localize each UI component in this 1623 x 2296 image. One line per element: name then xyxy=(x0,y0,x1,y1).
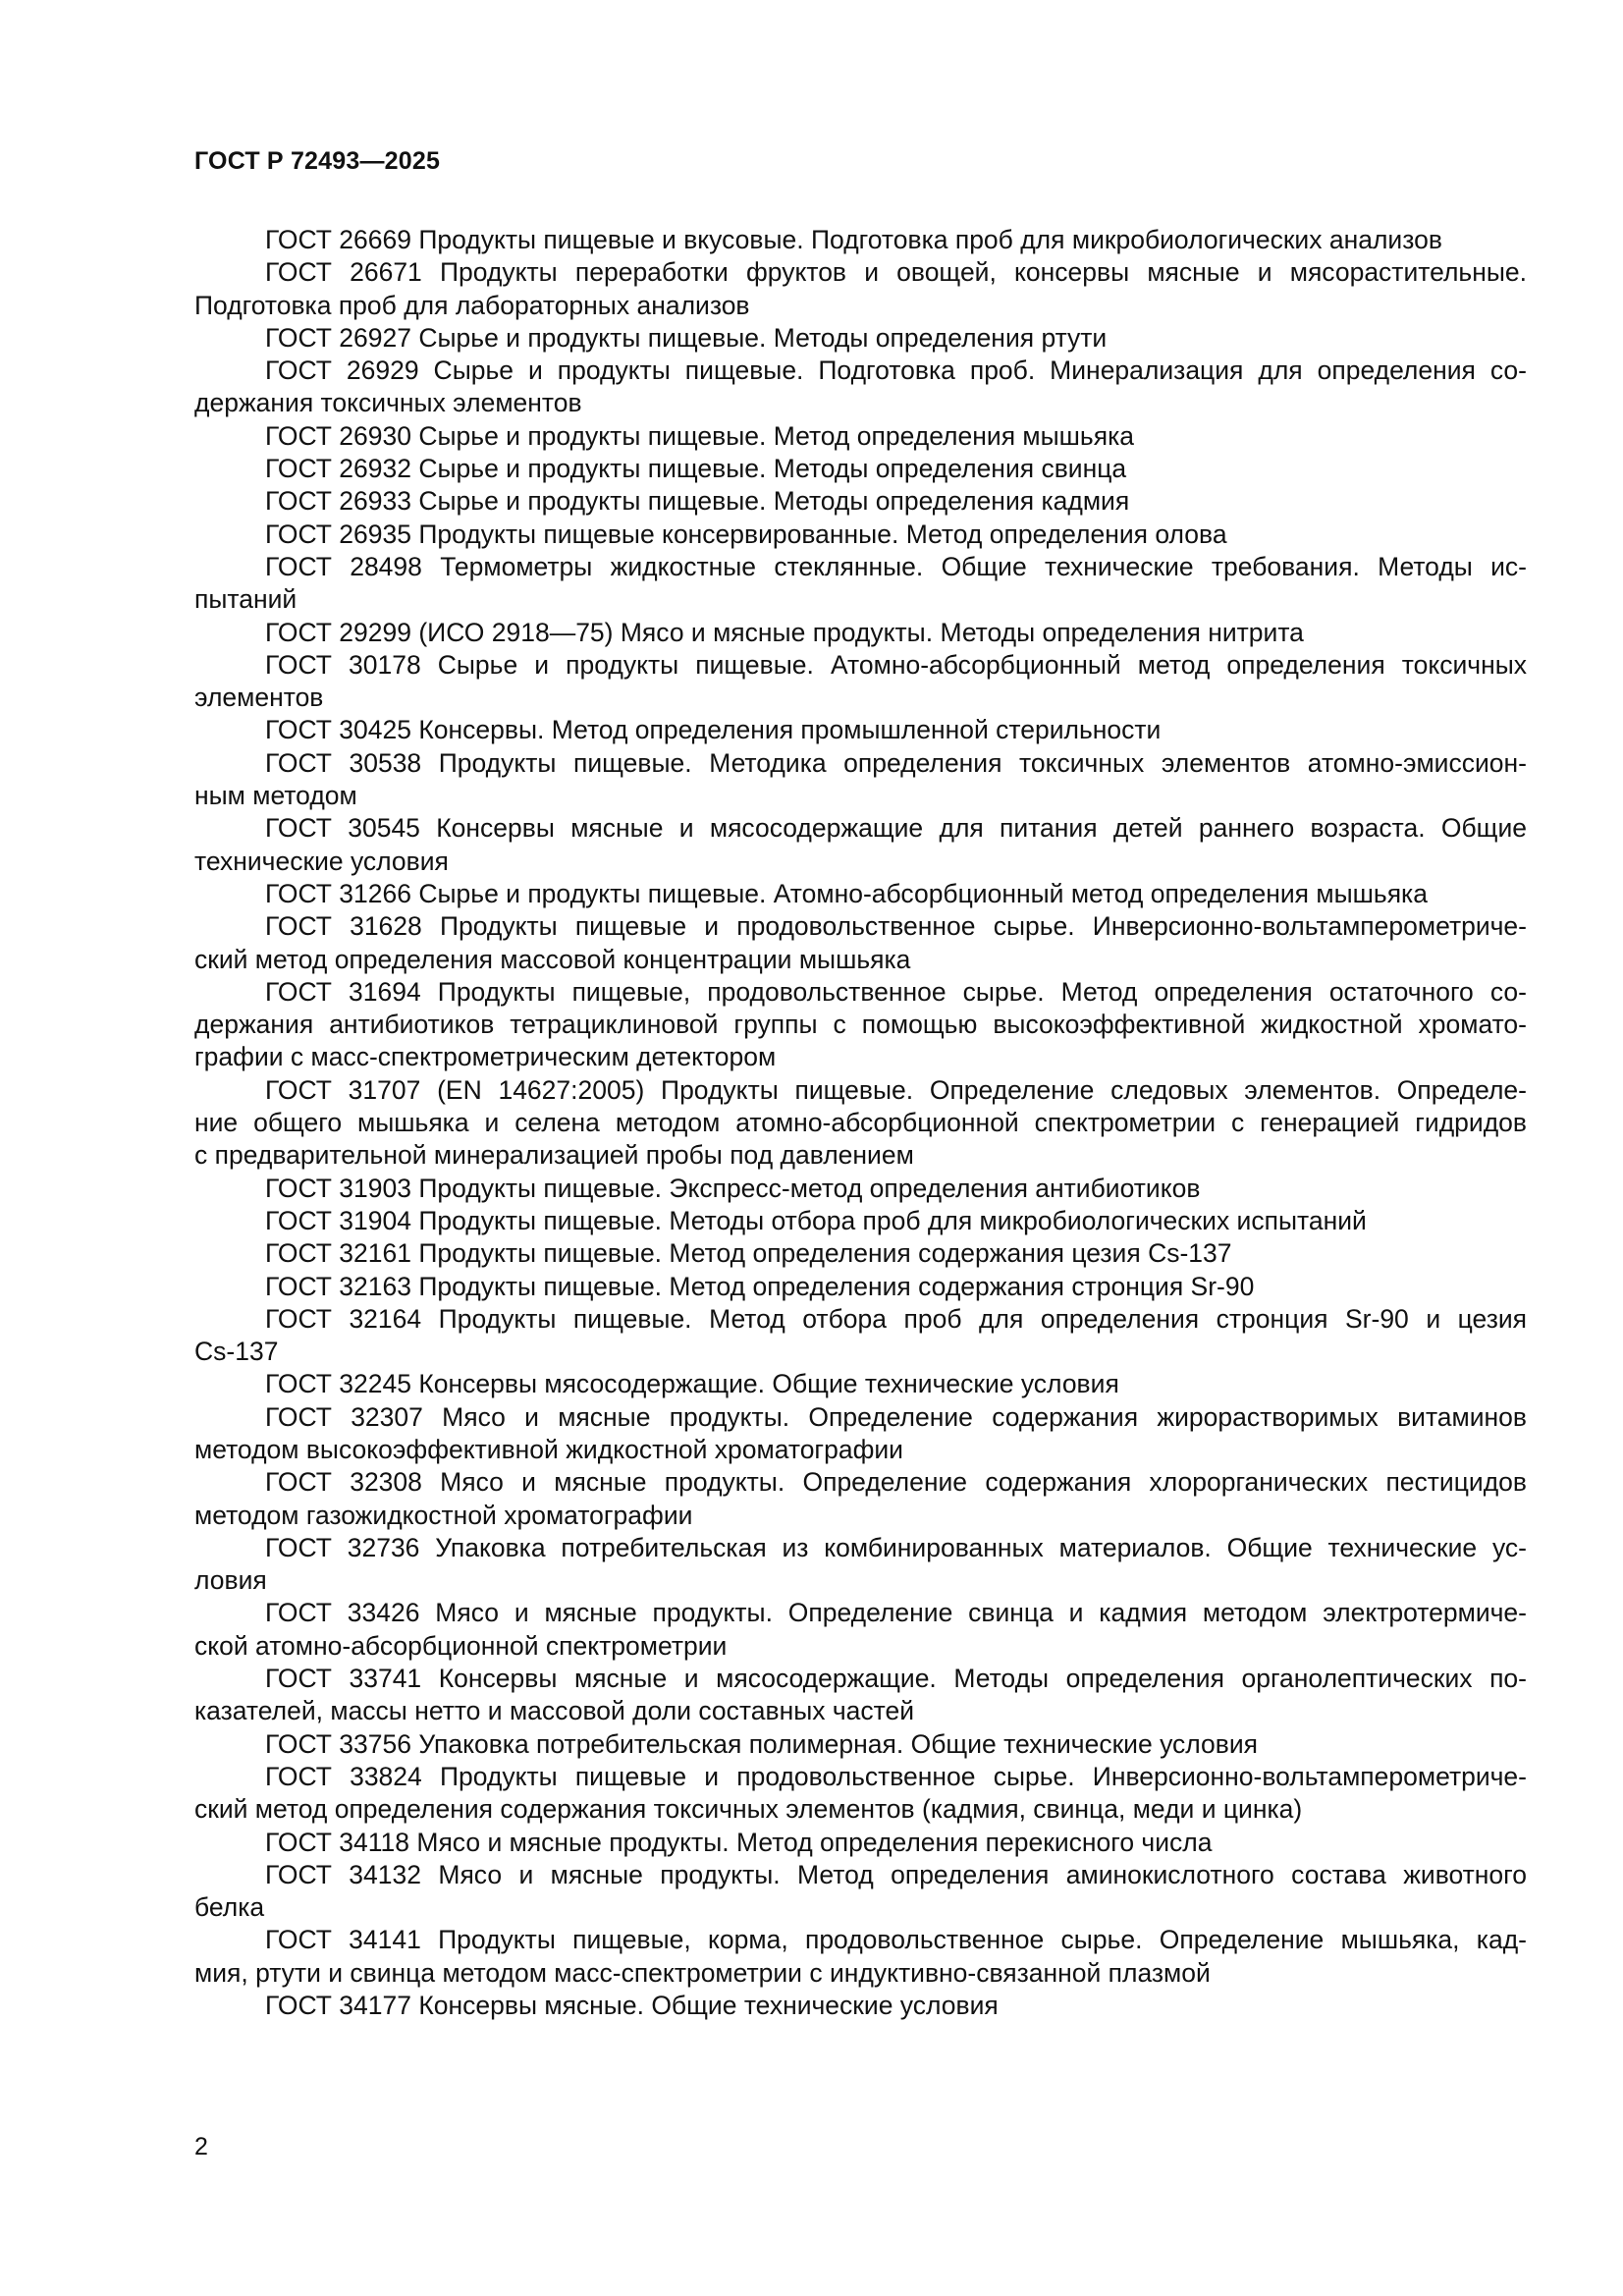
reference-item xyxy=(194,1859,1527,1925)
reference-line: пытаний xyxy=(194,584,298,615)
reference-line: мия, ртути и свинца методом масс-спектрометрии с индуктивно-связанной плазмой xyxy=(194,1957,1211,1988)
reference-line: Cs-137 xyxy=(194,1337,279,1367)
reference-item xyxy=(194,1466,1527,1532)
reference-line: с предварительной минерализацией пробы под давлением xyxy=(194,1140,914,1171)
reference-item xyxy=(194,649,1527,715)
reference-item xyxy=(194,551,1527,617)
reference-line: ГОСТ 26935 Продукты пищевые консервированные. Метод определения олова xyxy=(265,519,1227,549)
reference-line: ГОСТ 26933 Сырье и продукты пищевые. Методы определения кадмия xyxy=(265,486,1130,517)
reference-line: методом газожидкостной хроматографии xyxy=(194,1500,693,1530)
reference-line: ГОСТ 31266 Сырье и продукты пищевые. Атомно-абсорбционный метод определения мышьяка xyxy=(265,878,1428,908)
reference-line: ГОСТ 31707 (EN 14627:2005) Продукты пищевые. Определение следовых элементов. Определе- xyxy=(265,1074,1527,1105)
reference-line: белка xyxy=(194,1892,265,1923)
document-header: ГОСТ Р 72493—2025 xyxy=(194,147,441,175)
reference-line: ГОСТ 26671 Продукты переработки фруктов и овощей, консервы мясные и мясорастительные. xyxy=(265,257,1527,288)
reference-line: ГОСТ 34132 Мясо и мясные продукты. Метод определения аминокислотного состава животного xyxy=(265,1859,1527,1889)
reference-list xyxy=(194,224,1527,2022)
reference-item xyxy=(194,1924,1527,1990)
reference-item xyxy=(194,878,1527,910)
reference-line: ГОСТ 30545 Консервы мясные и мясосодержащие для питания детей раннего возраста. Общие xyxy=(265,813,1527,844)
reference-item xyxy=(194,1728,1527,1761)
reference-item xyxy=(194,1401,1527,1467)
reference-item xyxy=(194,1271,1527,1303)
reference-item xyxy=(194,1368,1527,1400)
reference-line: ГОСТ 31694 Продукты пищевые, продовольственное сырье. Метод определения остаточного со- xyxy=(265,976,1527,1007)
reference-line: держания токсичных элементов xyxy=(194,388,582,418)
reference-item xyxy=(194,355,1527,420)
reference-line: ГОСТ 32163 Продукты пищевые. Метод определения содержания стронция Sr-90 xyxy=(265,1271,1255,1301)
reference-line: ГОСТ 26927 Сырье и продукты пищевые. Методы определения ртути xyxy=(265,322,1108,353)
reference-item xyxy=(194,1663,1527,1728)
reference-line: ГОСТ 30538 Продукты пищевые. Методика определения токсичных элементов атомно-эмиссион- xyxy=(265,747,1527,778)
reference-line: ГОСТ 34118 Мясо и мясные продукты. Метод определения перекисного числа xyxy=(265,1827,1213,1857)
reference-line: ГОСТ 34141 Продукты пищевые, корма, продовольственное сырье. Определение мышьяка, кад- xyxy=(265,1925,1527,1955)
reference-line: ние общего мышьяка и селена методом атомно-абсорбционной спектрометрии с генерацией гидридов xyxy=(194,1108,1527,1138)
reference-item xyxy=(194,976,1527,1074)
reference-line: ГОСТ 32307 Мясо и мясные продукты. Определение содержания жирорастворимых витаминов xyxy=(265,1401,1527,1432)
reference-item xyxy=(194,617,1527,649)
reference-line: ГОСТ 32164 Продукты пищевые. Метод отбора проб для определения стронция Sr-90 и цезия xyxy=(265,1303,1527,1334)
reference-item xyxy=(194,1597,1527,1663)
reference-line: ГОСТ 32161 Продукты пищевые. Метод определения содержания цезия Cs-137 xyxy=(265,1238,1232,1269)
reference-line: графии с масс-спектрометрическим детектором xyxy=(194,1042,777,1072)
reference-line: ГОСТ 26930 Сырье и продукты пищевые. Метод определения мышьяка xyxy=(265,420,1135,451)
reference-item xyxy=(194,714,1527,746)
reference-line: ГОСТ 31903 Продукты пищевые. Экспресс-метод определения антибиотиков xyxy=(265,1173,1201,1203)
reference-item xyxy=(194,1074,1527,1173)
reference-item xyxy=(194,747,1527,813)
reference-line: ГОСТ 29299 (ИСО 2918—75) Мясо и мясные продукты. Методы определения нитрита xyxy=(265,617,1304,647)
reference-line: методом высокоэффективной жидкостной хроматографии xyxy=(194,1434,903,1464)
reference-line: ГОСТ 33756 Упаковка потребительская полимерная. Общие технические условия xyxy=(265,1728,1259,1759)
reference-item xyxy=(194,519,1527,551)
reference-line: Подготовка проб для лабораторных анализов xyxy=(194,290,750,320)
reference-line: казателей, массы нетто и массовой доли составных частей xyxy=(194,1696,915,1726)
reference-line: ГОСТ 32308 Мясо и мясные продукты. Определение содержания хлорорганических пестицидов xyxy=(265,1467,1527,1498)
reference-line: ГОСТ 32245 Консервы мясосодержащие. Общие технические условия xyxy=(265,1369,1119,1399)
reference-line: ГОСТ 28498 Термометры жидкостные стеклянные. Общие технические требования. Методы ис- xyxy=(265,551,1527,581)
reference-item xyxy=(194,812,1527,878)
reference-line: ГОСТ 31628 Продукты пищевые и продовольственное сырье. Инверсионно-вольтамперометриче- xyxy=(265,911,1527,942)
reference-line: держания антибиотиков тетрациклиновой группы с помощью высокоэффективной жидкостной хромато- xyxy=(194,1010,1527,1040)
reference-line: ным методом xyxy=(194,781,357,811)
reference-line: элементов xyxy=(194,683,324,713)
reference-line: ГОСТ 34177 Консервы мясные. Общие технические условия xyxy=(265,1991,999,2021)
page-number: 2 xyxy=(194,2133,208,2160)
reference-line: ГОСТ 33741 Консервы мясные и мясосодержащие. Методы определения органолептических по- xyxy=(265,1664,1527,1694)
reference-line: ловия xyxy=(194,1565,267,1596)
reference-line: ГОСТ 33426 Мясо и мясные продукты. Определение свинца и кадмия методом электротермиче- xyxy=(265,1598,1527,1628)
reference-item xyxy=(194,1990,1527,2022)
reference-line: ГОСТ 30178 Сырье и продукты пищевые. Атомно-абсорбционный метод определения токсичных xyxy=(265,649,1527,680)
reference-line: ской атомно-абсорбционной спектрометрии xyxy=(194,1630,728,1661)
reference-item xyxy=(194,1237,1527,1270)
reference-line: ГОСТ 30425 Консервы. Метод определения промышленной стерильности xyxy=(265,715,1162,745)
reference-line: технические условия xyxy=(194,846,449,876)
reference-line: ГОСТ 26669 Продукты пищевые и вкусовые. Подготовка проб для микробиологических анализов xyxy=(265,225,1442,254)
reference-item xyxy=(194,224,1527,256)
reference-item xyxy=(194,1173,1527,1205)
reference-item xyxy=(194,1827,1527,1859)
reference-line: ский метод определения содержания токсичных элементов (кадмия, свинца, меди и цинка) xyxy=(194,1794,1303,1825)
reference-item xyxy=(194,1532,1527,1598)
reference-item xyxy=(194,910,1527,976)
reference-item xyxy=(194,453,1527,485)
reference-item xyxy=(194,1205,1527,1237)
reference-item xyxy=(194,322,1527,355)
reference-item xyxy=(194,1761,1527,1827)
reference-item xyxy=(194,256,1527,322)
reference-line: ГОСТ 26929 Сырье и продукты пищевые. Подготовка проб. Минерализация для определения со- xyxy=(265,355,1527,386)
reference-line: ГОСТ 32736 Упаковка потребительская из комбинированных материалов. Общие технические ус- xyxy=(265,1532,1527,1562)
reference-line: ГОСТ 26932 Сырье и продукты пищевые. Методы определения свинца xyxy=(265,454,1127,484)
reference-item xyxy=(194,1303,1527,1369)
reference-item xyxy=(194,485,1527,518)
reference-line: ГОСТ 31904 Продукты пищевые. Методы отбора проб для микробиологических испытаний xyxy=(265,1205,1367,1235)
reference-line: ский метод определения массовой концентрации мышьяка xyxy=(194,944,911,974)
reference-item xyxy=(194,420,1527,453)
reference-line: ГОСТ 33824 Продукты пищевые и продовольственное сырье. Инверсионно-вольтамперометриче- xyxy=(265,1761,1527,1791)
